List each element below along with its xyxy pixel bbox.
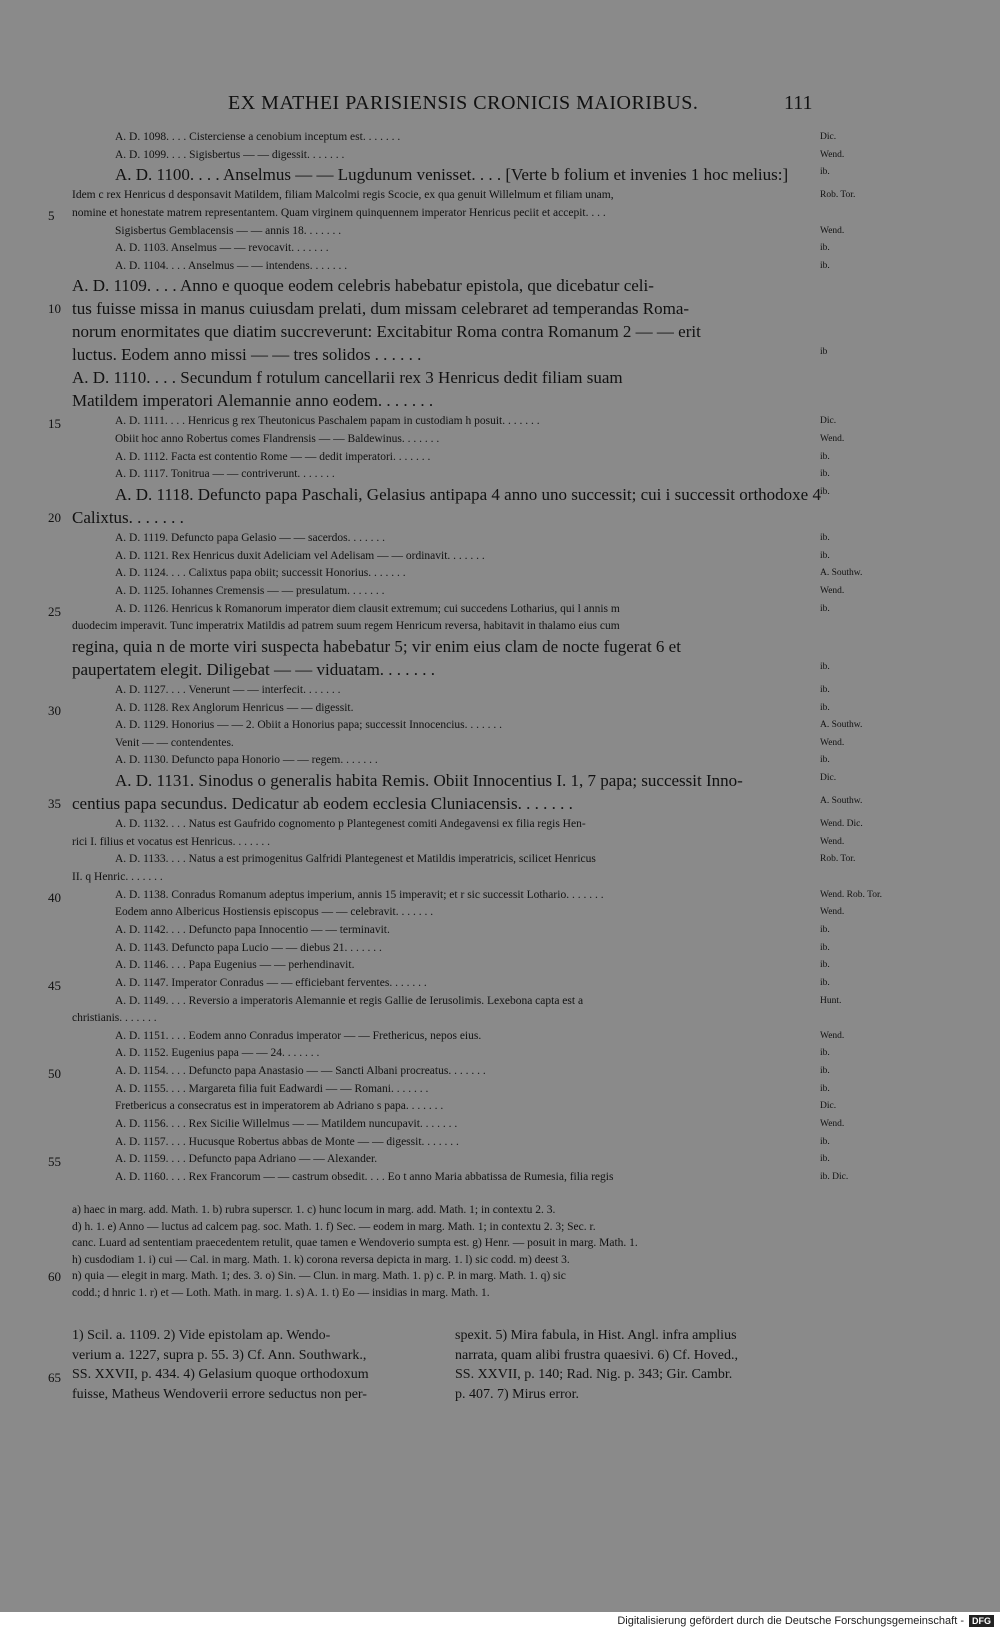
text-line <box>0 549 1000 567</box>
source-attribution: Wend. Dic. <box>820 819 863 830</box>
line-text: A. D. 1103. Anselmus — — revocavit. . . . . . . <box>115 242 329 255</box>
line-number: 15 <box>48 416 61 432</box>
text-line <box>0 345 1000 368</box>
text-body <box>0 130 1000 1188</box>
source-attribution: ib. <box>820 533 830 544</box>
source-attribution: Wend. <box>820 225 845 236</box>
source-attribution: ib. <box>820 977 830 988</box>
line-text: luctus. Eodem anno missi — — tres solidos . . . . . . <box>72 345 422 365</box>
line-number: 30 <box>48 702 61 718</box>
dfg-logo: DFG <box>969 1615 994 1627</box>
source-attribution: ib. Dic. <box>820 1171 849 1182</box>
source-attribution: ib. <box>820 661 830 672</box>
line-text: A. D. 1152. Eugenius papa — — 24. . . . . . . <box>115 1047 320 1060</box>
line-text: Matildem imperatori Alemannie anno eodem. . . . . . . <box>72 391 434 411</box>
text-line <box>0 976 1000 994</box>
text-line <box>0 1152 1000 1170</box>
line-text: A. D. 1112. Facta est contentio Rome — — dedit imperatori. . . . . . . <box>115 450 431 463</box>
line-text: Sigisbertus Gemblacensis — — annis 18. . . . . . . <box>115 224 342 237</box>
text-line <box>0 276 1000 299</box>
source-attribution: Wend. <box>820 1030 845 1041</box>
source-attribution: ib. <box>820 451 830 462</box>
text-line <box>0 1046 1000 1064</box>
text-line <box>0 165 1000 188</box>
footnote-line: spexit. 5) Mira fabula, in Hist. Angl. infra amplius <box>455 1328 737 1343</box>
running-header: EX MATHEI PARISIENSIS CRONICIS MAIORIBUS. <box>228 92 699 114</box>
text-line <box>0 188 1000 206</box>
line-text: nomine et honestate matrem representantem. Quam virginem quinquennem imperator Henricus peciit et accepit. . . . <box>72 206 606 219</box>
line-text: A. D. 1111. . . . Henricus g rex Theutonicus Paschalem papam in custodiam h posuit. . . . . . . <box>115 415 540 428</box>
source-attribution: Wend. <box>820 585 845 596</box>
line-number: 45 <box>48 977 61 993</box>
text-line <box>0 1029 1000 1047</box>
text-line <box>0 1082 1000 1100</box>
text-line <box>0 637 1000 660</box>
line-number: 55 <box>48 1154 61 1170</box>
line-text: Eodem anno Albericus Hostiensis episcopus — — celebravit. . . . . . . <box>115 906 434 919</box>
line-number: 60 <box>48 1269 61 1284</box>
line-text: tus fuisse missa in manus cuiusdam prelati, dum missam celebraret ad temperandas Roma- <box>72 299 690 319</box>
line-text: centius papa secundus. Dedicatur ab eodem ecclesia Cluniacensis. . . . . . . <box>72 794 573 814</box>
line-text: A. D. 1156. . . . Rex Sicilie Willelmus — — Matildem nuncupavit. . . . . . . <box>115 1117 458 1130</box>
page-number: 111 <box>784 92 813 114</box>
text-line <box>0 958 1000 976</box>
text-line <box>0 994 1000 1012</box>
source-attribution: ib. <box>820 684 830 695</box>
text-line <box>0 391 1000 414</box>
line-text: duodecim imperavit. Tunc imperatrix Matildis ad patrem suum regem Henricum reversa, habitavit in thalamo eius cum <box>72 620 620 633</box>
line-number: 20 <box>48 510 61 526</box>
line-text: A. D. 1109. . . . Anno e quoque eodem celebris habebatur epistola, que dicebatur celi- <box>72 276 654 296</box>
source-attribution: Wend. <box>820 434 845 445</box>
line-text: A. D. 1142. . . . Defuncto papa Innocentio — — terminavit. <box>115 923 390 936</box>
line-text: A. D. 1154. . . . Defuncto papa Anastasio — — Sancti Albani procreatus. . . . . . . <box>115 1065 486 1078</box>
line-text: A. D. 1143. Defuncto papa Lucio — — diebus 21. . . . . . . <box>115 941 382 954</box>
text-line <box>0 450 1000 468</box>
line-number: 35 <box>48 796 61 812</box>
footnote-line: narrata, quam alibi frustra quaesivi. 6) Cf. Hoved., <box>455 1347 739 1363</box>
line-number: 10 <box>48 301 61 317</box>
source-attribution: ib. <box>820 924 830 935</box>
text-line <box>0 224 1000 242</box>
footnote-line: SS. XXVII, p. 434. 4) Gelasium quoque orthodoxum <box>72 1367 369 1382</box>
apparatus-note-line: d) h. 1. e) Anno — luctus ad calcem pag. soc. Math. 1. f) Sec. — eodem in marg. Math. 1; in contextu 2. 3; Sec. r. <box>72 1220 596 1233</box>
source-attribution: Dic. <box>820 416 837 427</box>
source-attribution: ib. <box>820 1154 830 1165</box>
source-attribution: Wend. <box>820 149 845 160</box>
text-line <box>0 414 1000 432</box>
source-attribution: Rob. Tor. <box>820 854 856 865</box>
footnotes-right-column <box>455 1328 738 1406</box>
line-text: Obiit hoc anno Robertus comes Flandrensis — — Baldewinus. . . . . . . <box>115 433 440 446</box>
source-attribution: ib. <box>820 702 830 713</box>
text-line <box>0 584 1000 602</box>
text-line <box>0 259 1000 277</box>
source-attribution: ib. <box>820 167 830 178</box>
text-line <box>0 566 1000 584</box>
text-line <box>0 852 1000 870</box>
line-text: A. D. 1131. Sinodus o generalis habita Remis. Obiit Innocentius I. 1, 7 papa; successit Inno- <box>115 771 743 791</box>
footnote-line: SS. XXVII, p. 140; Rad. Nig. p. 343; Gir. Cambr. <box>455 1367 733 1382</box>
text-line <box>0 130 1000 148</box>
line-text: A. D. 1117. Tonitrua — — contriverunt. . . . . . . <box>115 468 335 481</box>
text-line <box>0 660 1000 683</box>
text-line <box>0 432 1000 450</box>
source-attribution: ib. <box>820 942 830 953</box>
source-attribution: ib. <box>820 1048 830 1059</box>
line-text: norum enormitates que diatim succreverunt: Excitabitur Roma contra Romanum 2 — — erit <box>72 322 701 342</box>
text-line <box>0 206 1000 224</box>
text-line <box>0 794 1000 817</box>
source-attribution: Wend. <box>820 907 845 918</box>
line-text: A. D. 1127. . . . Venerunt — — interfecit. . . . . . . <box>115 683 341 696</box>
text-line <box>0 736 1000 754</box>
line-text: A. D. 1099. . . . Sigisbertus — — digessit. . . . . . . <box>115 148 345 161</box>
text-line <box>0 322 1000 345</box>
source-attribution: ib <box>820 347 828 358</box>
line-number: 50 <box>48 1066 61 1082</box>
source-attribution: ib. <box>820 487 830 498</box>
text-line <box>0 718 1000 736</box>
source-attribution: ib. <box>820 243 830 254</box>
line-text: Fretbericus a consecratus est in imperatorem ab Adriano s papa. . . . . . . <box>115 1100 444 1113</box>
line-number: 65 <box>48 1370 61 1385</box>
source-attribution: Dic. <box>820 1101 837 1112</box>
text-line <box>0 870 1000 888</box>
source-attribution: ib. <box>820 550 830 561</box>
line-text: Calixtus. . . . . . . <box>72 508 184 528</box>
text-line <box>0 619 1000 637</box>
line-text: A. D. 1132. . . . Natus est Gaufrido cognomento p Plantegenest comiti Andegavensi ex filia regis Hen- <box>115 818 586 831</box>
line-text: A. D. 1133. . . . Natus a est primogenitus Galfridi Plantegenest et Matildis imperatricis, scilicet Henricus <box>115 853 596 866</box>
line-text: A. D. 1110. . . . Secundum f rotulum cancellarii rex 3 Henricus dedit filiam suam <box>72 368 623 388</box>
line-text: A. D. 1121. Rex Henricus duxit Adeliciam vel Adelisam — — ordinavit. . . . . . . <box>115 549 485 562</box>
line-text: A. D. 1119. Defuncto papa Gelasio — — sacerdos. . . . . . . <box>115 532 385 545</box>
apparatus-note-line: canc. Luard ad sententiam praecedentem retulit, quae tamen e Wendoverio sumpta est. g) Henr. — posuit in marg. Math. 1. <box>72 1237 638 1249</box>
line-text: paupertatem elegit. Diligebat — — viduatam. . . . . . . <box>72 659 436 679</box>
source-attribution: Dic. <box>820 132 837 142</box>
apparatus-note-line: codd.; d hnric 1. r) et — Loth. Math. in marg. 1. s) A. 1. t) Eo — insidias in marg. Math. 1. <box>72 1286 490 1299</box>
source-attribution: Wend. <box>820 836 845 847</box>
line-text: A. D. 1118. Defuncto papa Paschali, Gelasius antipapa 4 anno uno successit; cui i successit orthodoxe 4 <box>115 485 821 505</box>
text-line <box>0 1117 1000 1135</box>
footnote-line: 1) Scil. a. 1109. 2) Vide epistolam ap. Wendo- <box>72 1328 331 1343</box>
line-text: A. D. 1138. Conradus Romanum adeptus imperium, annis 15 imperavit; et r sic successit Lothario. . . . . . . <box>115 888 604 901</box>
source-attribution: ib. <box>820 960 830 971</box>
line-number: 5 <box>48 207 55 223</box>
text-line <box>0 771 1000 794</box>
critical-apparatus <box>72 1204 817 1303</box>
line-text: A. D. 1126. Henricus k Romanorum imperator diem clausit extremum; cui succedens Lotharius, qui l annis m <box>115 602 620 615</box>
text-line <box>0 835 1000 853</box>
source-attribution: Hunt. <box>820 995 842 1006</box>
footnote-line: fuisse, Matheus Wendoverii errore seductus non per- <box>72 1386 367 1402</box>
apparatus-note-line: a) haec in marg. add. Math. 1. b) rubra superscr. 1. c) hunc locum in marg. add. Math. 1; in contextu 2. 3. <box>72 1204 556 1216</box>
footnotes-left-column <box>72 1328 369 1406</box>
line-text: A. D. 1104. . . . Anselmus — — intendens. . . . . . . <box>115 259 348 272</box>
source-attribution: Rob. Tor. <box>820 190 856 201</box>
text-line <box>0 602 1000 620</box>
line-text: A. D. 1124. . . . Calixtus papa obiit; successit Honorius. . . . . . . <box>115 567 406 580</box>
text-line <box>0 923 1000 941</box>
text-line <box>0 905 1000 923</box>
line-number: 25 <box>48 603 61 619</box>
text-line <box>0 508 1000 531</box>
text-line <box>0 683 1000 701</box>
line-text: Idem c rex Henricus d desponsavit Matildem, filiam Malcolmi regis Scocie, ex qua genuit Willelmum et filiam unam, <box>72 189 614 202</box>
source-attribution: Dic. <box>820 773 837 784</box>
apparatus-note-line: n) quia — elegit in marg. Math. 1; des. 3. o) Sin. — Clun. in marg. Math. 1. p) c. P. in marg. Math. 1. q) sic <box>72 1270 566 1282</box>
text-line <box>0 148 1000 166</box>
line-text: A. D. 1147. Imperator Conradus — — efficiebant ferventes. . . . . . . <box>115 976 427 989</box>
digitization-footer <box>0 1612 1000 1632</box>
line-text: A. D. 1157. . . . Hucusque Robertus abbas de Monte — — digessit. . . . . . . <box>115 1135 459 1148</box>
footer-credit: Digitalisierung gefördert durch die Deutsche Forschungsgemeinschaft - <box>617 1615 964 1627</box>
line-text: regina, quia n de morte viri suspecta habebatur 5; vir enim eius clam de nocte fugerat 6 et <box>72 636 681 656</box>
text-line <box>0 888 1000 906</box>
source-attribution: Wend. <box>820 1118 845 1129</box>
text-line <box>0 817 1000 835</box>
source-attribution: Wend. Rob. Tor. <box>820 889 882 900</box>
line-text: A. D. 1159. . . . Defuncto papa Adriano — — Alexander. <box>115 1153 378 1166</box>
footnote-line: verium a. 1227, supra p. 55. 3) Cf. Ann. Southwark., <box>72 1347 367 1363</box>
line-text: A. D. 1129. Honorius — — 2. Obiit a Honorius papa; successit Innocencius. . . . . . . <box>115 719 503 732</box>
text-line <box>0 368 1000 391</box>
line-text: rici I. filius et vocatus est Henricus. . . . . . . <box>72 835 271 848</box>
text-line <box>0 1064 1000 1082</box>
line-text: A. D. 1155. . . . Margareta filia fuit Eadwardi — — Romani. . . . . . . <box>115 1082 429 1095</box>
line-number: 40 <box>48 889 61 905</box>
line-text: A. D. 1130. Defuncto papa Honorio — — regem. . . . . . . <box>115 754 378 767</box>
line-text: A. D. 1100. . . . Anselmus — — Lugdunum venisset. . . . [Verte b folium et invenies 1 hoc melius:] <box>115 165 789 185</box>
text-line <box>0 701 1000 719</box>
source-attribution: Wend. <box>820 737 845 748</box>
source-attribution: ib. <box>820 1083 830 1094</box>
line-text: A. D. 1160. . . . Rex Francorum — — castrum obsedit. . . . Eo t anno Maria abbatissa de Rumesia, filia regis <box>115 1170 614 1183</box>
line-text: A. D. 1146. . . . Papa Eugenius — — perhendinavit. <box>115 959 355 972</box>
line-text: A. D. 1125. Iohannes Cremensis — — presulatum. . . . . . . <box>115 584 385 597</box>
source-attribution: A. Southw. <box>820 720 863 731</box>
text-line <box>0 485 1000 508</box>
source-attribution: ib. <box>820 1136 830 1147</box>
text-line <box>0 1135 1000 1153</box>
line-text: A. D. 1151. . . . Eodem anno Conradus imperator — — Frethericus, nepos eius. <box>115 1029 482 1042</box>
text-line <box>0 299 1000 322</box>
line-text: II. q Henric. . . . . . . <box>72 871 163 884</box>
source-attribution: ib. <box>820 1066 830 1077</box>
text-line <box>0 1099 1000 1117</box>
apparatus-note-line: h) cusdodiam 1. i) cui — Cal. in marg. Math. 1. k) corona reversa depicta in marg. 1. l) sic codd. m) deest 3. <box>72 1253 570 1266</box>
text-line <box>0 467 1000 485</box>
text-line <box>0 1170 1000 1188</box>
line-text: christianis. . . . . . . <box>72 1012 157 1025</box>
text-line <box>0 941 1000 959</box>
source-attribution: A. Southw. <box>820 796 863 807</box>
text-line <box>0 531 1000 549</box>
text-line <box>0 1011 1000 1029</box>
text-line <box>0 753 1000 771</box>
text-line <box>0 241 1000 259</box>
line-text: A. D. 1098. . . . Cisterciense a cenobium inceptum est. . . . . . . <box>115 131 401 143</box>
source-attribution: A. Southw. <box>820 568 863 579</box>
source-attribution: ib. <box>820 469 830 480</box>
source-attribution: ib. <box>820 755 830 766</box>
line-text: A. D. 1128. Rex Anglorum Henricus — — digessit. <box>115 701 354 714</box>
source-attribution: ib. <box>820 260 830 271</box>
line-text: Venit — — contendentes. <box>115 736 234 749</box>
line-text: A. D. 1149. . . . Reversio a imperatoris Alemannie et regis Gallie de Ierusolimis. Lexebona capta est a <box>115 994 584 1007</box>
footnote-line: p. 407. 7) Mirus error. <box>455 1386 580 1402</box>
source-attribution: ib. <box>820 603 830 614</box>
